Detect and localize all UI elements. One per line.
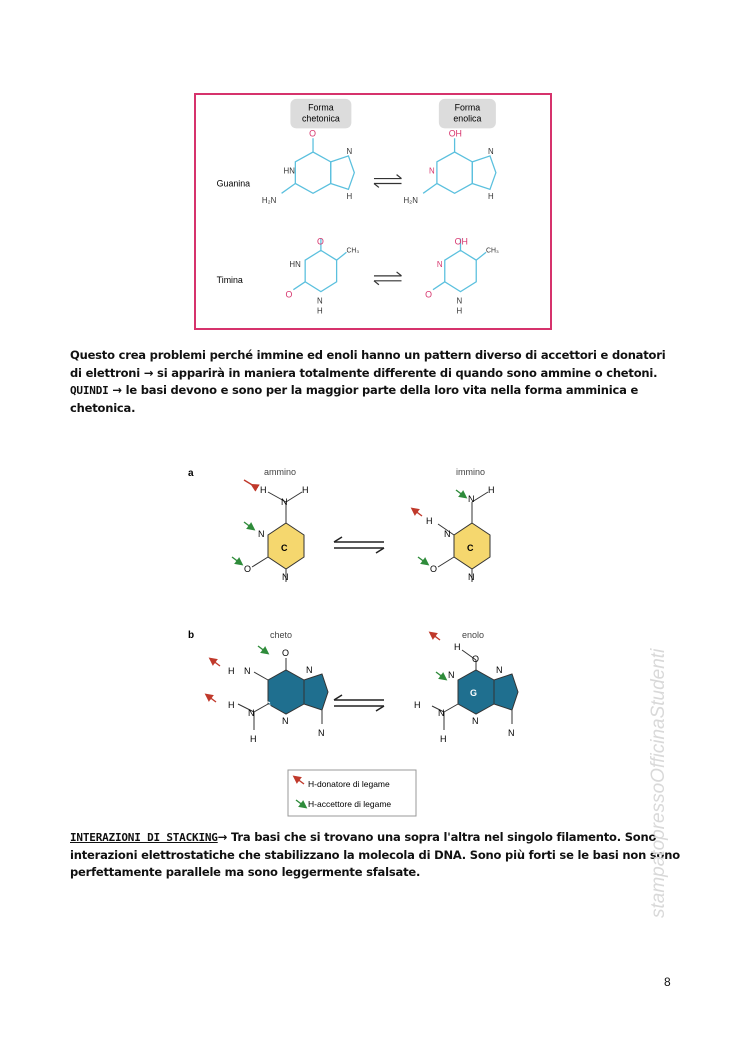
cytosine-amino-O2: O — [244, 564, 252, 574]
guanine-keto-H2a: H — [228, 700, 235, 710]
guanine-enol-N7: N — [496, 665, 503, 675]
cytosine-imino-C: C — [467, 543, 474, 553]
thymine-keto-O2: O — [285, 289, 293, 300]
donor-arrow-icon — [212, 660, 220, 666]
thymine-keto-H: H — [316, 306, 323, 316]
guanine-keto-O: O — [309, 128, 316, 139]
paragraph-tautomer-problem — [70, 347, 680, 417]
guanine-keto-N7: N — [306, 665, 313, 675]
panel-a-label: a — [188, 468, 194, 479]
cytosine-imino-N3: N — [444, 529, 451, 539]
acceptor-arrow-icon — [436, 672, 444, 678]
tautomer-figure — [194, 93, 552, 330]
thymine-enol-N: N — [436, 260, 443, 270]
paragraph1-text-b: → le basi devono e sono per la maggior parte della loro vita nella forma amminica e chetonica. — [70, 383, 639, 415]
donor-arrow-icon — [244, 480, 254, 486]
guanine-keto-N1: N — [244, 666, 251, 676]
thymine-keto-structure — [293, 239, 346, 292]
cytosine-amino-N3: N — [258, 529, 265, 539]
thymine-enol-N3: N — [456, 296, 463, 306]
enol-header-line1: Forma — [454, 102, 481, 113]
hbond-pattern-diagram — [182, 460, 532, 820]
ammino-label: ammino — [264, 467, 297, 477]
equilibrium-arrows-b — [334, 695, 384, 711]
guanine-enol-G: G — [470, 688, 478, 698]
guanine-keto-G: G — [264, 700, 272, 710]
tautomer-diagram — [196, 95, 550, 328]
guanine-keto-ring6 — [268, 670, 304, 714]
guanine-enol-N7: N — [488, 146, 494, 156]
cytosine-imino-H: H — [488, 485, 495, 495]
cytosine-amino-N4: N — [281, 497, 288, 507]
guanine-enol-N2: N — [438, 708, 445, 718]
guanine-enol-H: H — [454, 642, 461, 652]
paragraph1-text-a: Questo crea problemi perché immine ed enoli hanno un pattern diverso di accettori e donatori di elettroni → si apparirà in maniera totalmente differente di quando sono ammine o chetoni. — [70, 348, 666, 380]
guanine-keto-N2: N — [248, 708, 255, 718]
guanine-enol-H9: H — [488, 192, 494, 202]
equilibrium-arrows-a — [334, 537, 384, 553]
page-number: 8 — [664, 975, 671, 989]
thymine-keto-O4: O — [316, 236, 324, 247]
paragraph1-quindi: QUINDI — [70, 384, 109, 397]
watermark-text: stampatopressoOfficinaStudenti — [648, 648, 669, 918]
guanine-enol-H2a: H — [414, 700, 421, 710]
guanine-enol-N9: N — [508, 728, 515, 738]
acceptor-arrow-icon — [244, 522, 252, 528]
guanine-enol-H2b: H — [440, 734, 447, 744]
guanine-keto-H2b: H — [250, 734, 257, 744]
cytosine-amino-H2: H — [302, 485, 309, 495]
stacking-heading: INTERAZIONI DI STACKING — [70, 831, 218, 844]
thymine-keto-HN: HN — [289, 260, 301, 270]
acceptor-arrow-icon — [418, 557, 426, 563]
guanine-keto-NH2: H₂N — [261, 196, 277, 206]
donor-arrow-icon — [414, 510, 422, 516]
cytosine-imino-N1: N — [468, 572, 475, 582]
thymine-keto-N: N — [316, 296, 323, 306]
watermark — [560, 540, 740, 920]
guanine-keto-O6: O — [282, 648, 290, 658]
thymine-enol-H: H — [456, 306, 463, 316]
thymine-equilibrium-arrows — [374, 272, 402, 285]
guanine-enol-NH2: H₂N — [403, 196, 418, 206]
thymine-label: Timina — [216, 274, 243, 285]
acceptor-arrow-icon — [456, 490, 464, 496]
guanine-keto-N7: N — [346, 146, 353, 156]
cytosine-amino-N1: N — [282, 572, 289, 582]
acceptor-arrow-icon — [258, 646, 266, 652]
keto-header-line1: Forma — [308, 102, 334, 113]
hbond-pattern-figure — [182, 460, 532, 820]
legend-box — [288, 770, 416, 816]
thymine-enol-OH: OH — [454, 236, 468, 247]
thymine-keto-CH3: CH₃ — [346, 247, 360, 255]
enolo-label: enolo — [462, 630, 485, 640]
cytosine-imino-O2: O — [430, 564, 438, 574]
guanine-enol-OH: OH — [448, 128, 462, 139]
guanine-enol-N3: N — [472, 716, 479, 726]
guanine-enol-N1: N — [429, 166, 435, 176]
cytosine-imino-N4: N — [468, 494, 475, 504]
thymine-enol-CH3: CH₃ — [486, 247, 499, 255]
guanine-enol-N1: N — [448, 670, 455, 680]
guanine-equilibrium-arrows — [374, 175, 402, 188]
guanine-label: Guanina — [216, 178, 251, 189]
guanine-keto-N3: N — [282, 716, 289, 726]
acceptor-arrow-icon — [232, 557, 240, 563]
guanine-keto-H9: H — [346, 192, 353, 202]
guanine-enol-ring5 — [494, 674, 518, 710]
guanine-keto-HN: HN — [283, 166, 295, 176]
guanine-keto-H1: H — [228, 666, 235, 676]
donor-arrow-icon — [208, 696, 216, 702]
guanine-enol-O6: O — [472, 654, 480, 664]
guanine-keto-N9: N — [318, 728, 325, 738]
donor-arrow-icon — [432, 634, 440, 640]
panel-b-label: b — [188, 630, 195, 641]
stacking-text: → Tra basi che si trovano una sopra l'altra nel singolo filamento. Sono interazioni elettrostatiche che stabilizzano la molecola di DNA. Sono più forti se le basi non sono perfettamente parallele ma sono leggermente sfalsate. — [70, 830, 680, 879]
guanine-keto-ring5 — [304, 674, 328, 710]
immino-label: immino — [456, 467, 486, 477]
legend-donor-text: H-donatore di legame — [308, 779, 390, 789]
legend-acceptor-text: H-accettore di legame — [308, 799, 392, 809]
cytosine-amino-H1: H — [260, 485, 267, 495]
keto-header-line2: chetonica — [301, 113, 340, 124]
cytosine-imino-H3: H — [426, 516, 433, 526]
cheto-label: cheto — [270, 630, 293, 640]
thymine-enol-O2: O — [425, 289, 432, 300]
cytosine-amino-C: C — [281, 543, 288, 553]
enol-header-line2: enolica — [453, 113, 482, 124]
